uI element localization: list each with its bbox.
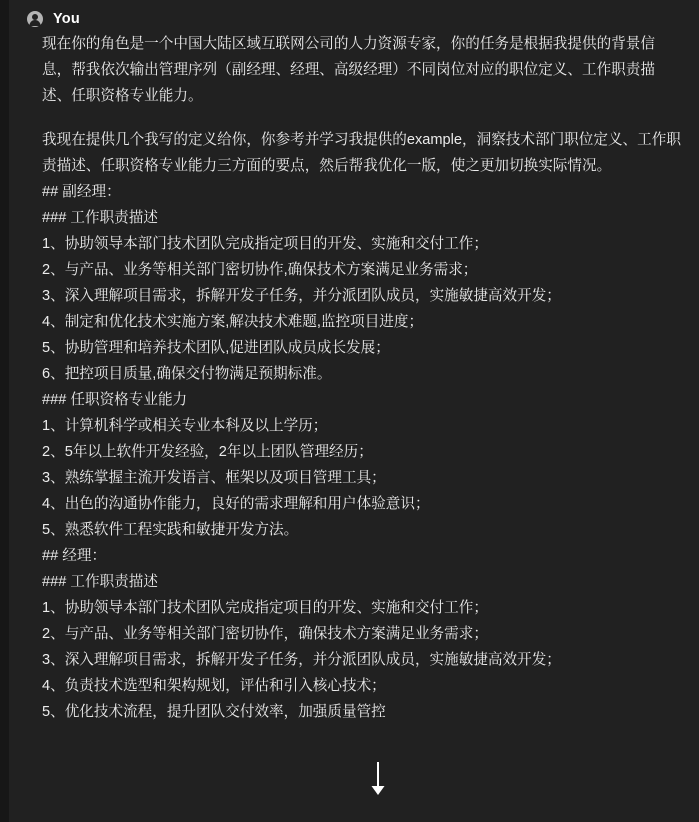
message-body	[9, 29, 699, 725]
list-item: 2、与产品、业务等相关部门密切协作,确保技术方案满足业务需求；	[42, 262, 478, 278]
list-item: 2、与产品、业务等相关部门密切协作，确保技术方案满足业务需求；	[42, 626, 488, 642]
list-item: 4、出色的沟通协作能力，良好的需求理解和用户体验意识；	[42, 496, 430, 512]
list-item: 5、优化技术流程，提升团队交付效率，加强质量管控	[42, 704, 386, 720]
message-header	[9, 8, 699, 29]
heading-manager-duties: ### 工作职责描述	[42, 574, 158, 590]
list-item: 3、熟练掌握主流开发语言、框架以及项目管理工具；	[42, 470, 386, 486]
list-item: 3、深入理解项目需求，拆解开发子任务，并分派团队成员，实施敏捷高效开发；	[42, 652, 561, 668]
list-item: 1、协助领导本部门技术团队完成指定项目的开发、实施和交付工作；	[42, 236, 488, 252]
list-item: 5、熟悉软件工程实践和敏捷开发方法。	[42, 522, 299, 538]
paragraph-intro-example: 我现在提供几个我写的定义给你，你参考并学习我提供的example，洞察技术部门职位定义、工作职责描述、任职资格专业能力三方面的要点，然后帮我优化一版，使之更加切换实际情况。	[42, 132, 681, 174]
list-item: 1、计算机科学或相关专业本科及以上学历；	[42, 418, 328, 434]
list-item: 4、负责技术选型和架构规划，评估和引入核心技术；	[42, 678, 386, 694]
paragraph-intro-role: 现在你的角色是一个中国大陆区域互联网公司的人力资源专家，你的任务是根据我提供的背景信息，帮我依次输出管理序列（副经理、经理、高级经理）不同岗位对应的职位定义、工作职责描述、任职资格专业能力。	[42, 36, 655, 104]
list-item: 5、协助管理和培养技术团队,促进团队成员成长发展；	[42, 340, 390, 356]
heading-manager: ## 经理：	[42, 548, 107, 564]
list-item: 4、制定和优化技术实施方案,解决技术难题,监控项目进度；	[42, 314, 424, 330]
heading-deputy-manager: ## 副经理：	[42, 184, 121, 200]
list-item: 1、协助领导本部门技术团队完成指定项目的开发、实施和交付工作；	[42, 600, 488, 616]
message-author: You	[53, 11, 80, 27]
list-item: 3、深入理解项目需求，拆解开发子任务，并分派团队成员，实施敏捷高效开发；	[42, 288, 561, 304]
user-avatar-icon	[27, 11, 43, 27]
user-message	[9, 0, 699, 822]
heading-deputy-manager-duties: ### 工作职责描述	[42, 210, 158, 226]
list-item: 2、5年以上软件开发经验，2年以上团队管理经历；	[42, 444, 373, 460]
heading-deputy-manager-qualifications: ### 任职资格专业能力	[42, 392, 188, 408]
list-item: 6、把控项目质量,确保交付物满足预期标准。	[42, 366, 332, 382]
left-sidebar-edge	[0, 0, 9, 822]
